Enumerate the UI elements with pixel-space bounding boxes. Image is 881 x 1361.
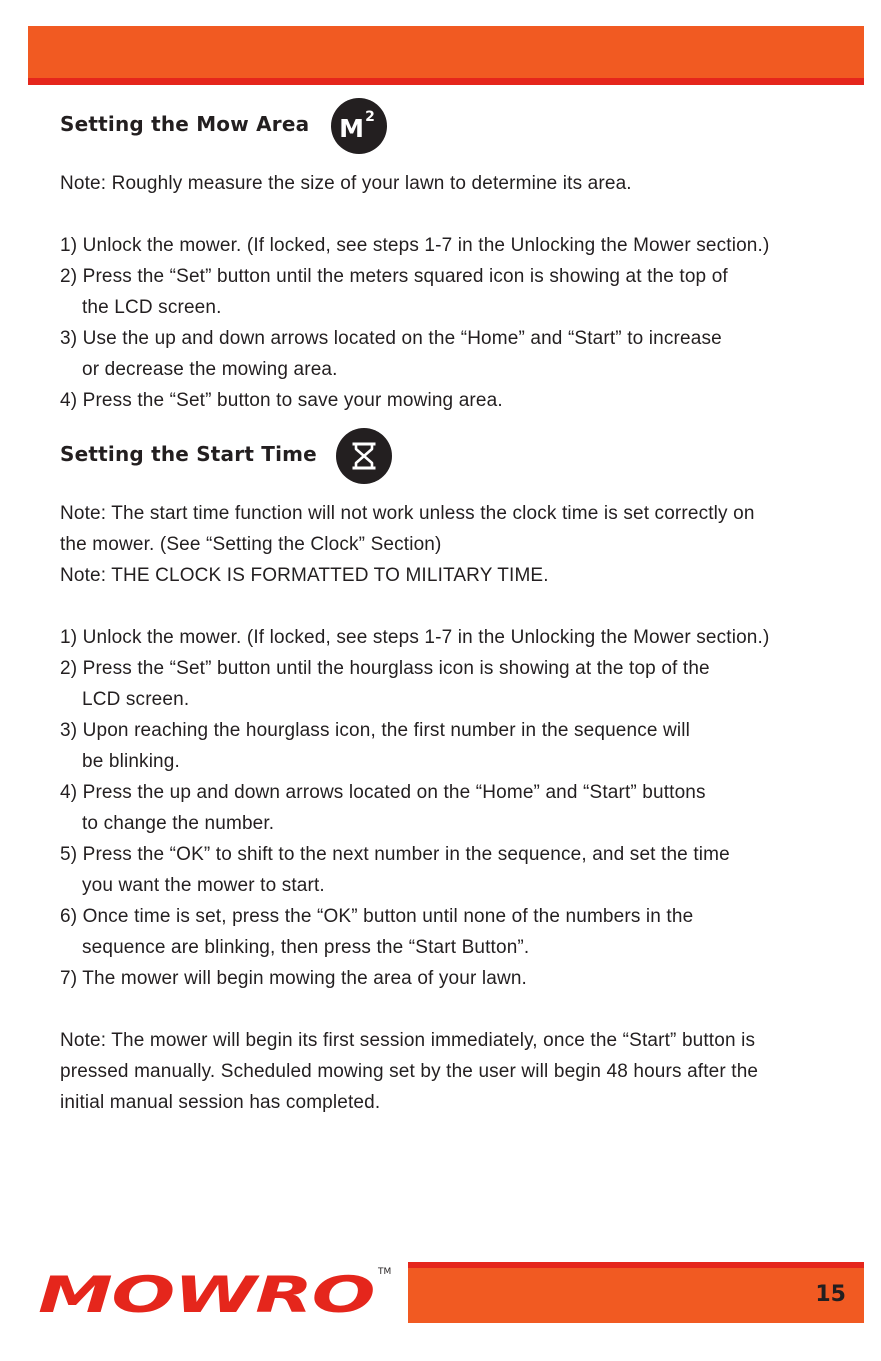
mow-area-heading-text: Setting the Mow Area xyxy=(60,112,310,136)
mow-area-heading xyxy=(60,112,309,136)
text-line: 2) Press the “Set” button until the hourglass icon is showing at the top of the xyxy=(60,658,710,679)
text-line: LCD screen. xyxy=(82,689,190,710)
text-line: you want the mower to start. xyxy=(82,875,325,896)
start-time-heading xyxy=(60,442,317,466)
footer-bar xyxy=(408,1262,864,1323)
page-number: 15 xyxy=(815,1282,846,1307)
text-line: be blinking. xyxy=(82,751,180,772)
text-line: 7) The mower will begin mowing the area of your lawn. xyxy=(60,968,527,989)
text-line: initial manual session has completed. xyxy=(60,1092,381,1113)
paragraph-gap xyxy=(60,199,860,230)
paragraph-gap xyxy=(60,994,860,1025)
text-line: sequence are blinking, then press the “Start Button”. xyxy=(82,937,530,958)
text-line: Note: The mower will begin its first session immediately, once the “Start” button is xyxy=(60,1030,756,1051)
svg-text:MOWRO: MOWRO xyxy=(38,1266,374,1322)
text-line: to change the number. xyxy=(82,813,275,834)
start-time-heading-text: Setting the Start Time xyxy=(60,442,317,466)
text-line: 1) Unlock the mower. (If locked, see steps 1-7 in the Unlocking the Mower section.) xyxy=(60,627,770,648)
svg-text:TM: TM xyxy=(378,1267,392,1277)
mow-area-body xyxy=(60,168,860,416)
text-line: 4) Press the up and down arrows located on the “Home” and “Start” buttons xyxy=(60,782,706,803)
text-line: 5) Press the “OK” to shift to the next number in the sequence, and set the time xyxy=(60,844,730,865)
text-line: the mower. (See “Setting the Clock” Section) xyxy=(60,534,442,555)
text-line: 2) Press the “Set” button until the meters squared icon is showing at the top of xyxy=(60,266,728,287)
hourglass-icon xyxy=(336,428,392,484)
text-line: pressed manually. Scheduled mowing set by the user will begin 48 hours after the xyxy=(60,1061,759,1082)
header-bar xyxy=(28,26,864,85)
text-line: Note: The start time function will not work unless the clock time is set correctly on xyxy=(60,503,755,524)
paragraph-gap xyxy=(60,591,860,622)
mowro-logo xyxy=(34,1260,396,1322)
text-line: 1) Unlock the mower. (If locked, see steps 1-7 in the Unlocking the Mower section.) xyxy=(60,235,770,256)
text-line: Note: THE CLOCK IS FORMATTED TO MILITARY TIME. xyxy=(60,565,549,586)
text-line: Note: Roughly measure the size of your lawn to determine its area. xyxy=(60,173,632,194)
text-line: 4) Press the “Set” button to save your mowing area. xyxy=(60,390,503,411)
text-line: the LCD screen. xyxy=(82,297,222,318)
text-line: 3) Upon reaching the hourglass icon, the first number in the sequence will xyxy=(60,720,691,741)
meters-squared-icon: $M^2$ xyxy=(331,98,387,154)
text-line: or decrease the mowing area. xyxy=(82,359,338,380)
text-line: 6) Once time is set, press the “OK” button until none of the numbers in the xyxy=(60,906,694,927)
start-time-body xyxy=(60,498,860,1118)
text-line: 3) Use the up and down arrows located on the “Home” and “Start” to increase xyxy=(60,328,722,349)
